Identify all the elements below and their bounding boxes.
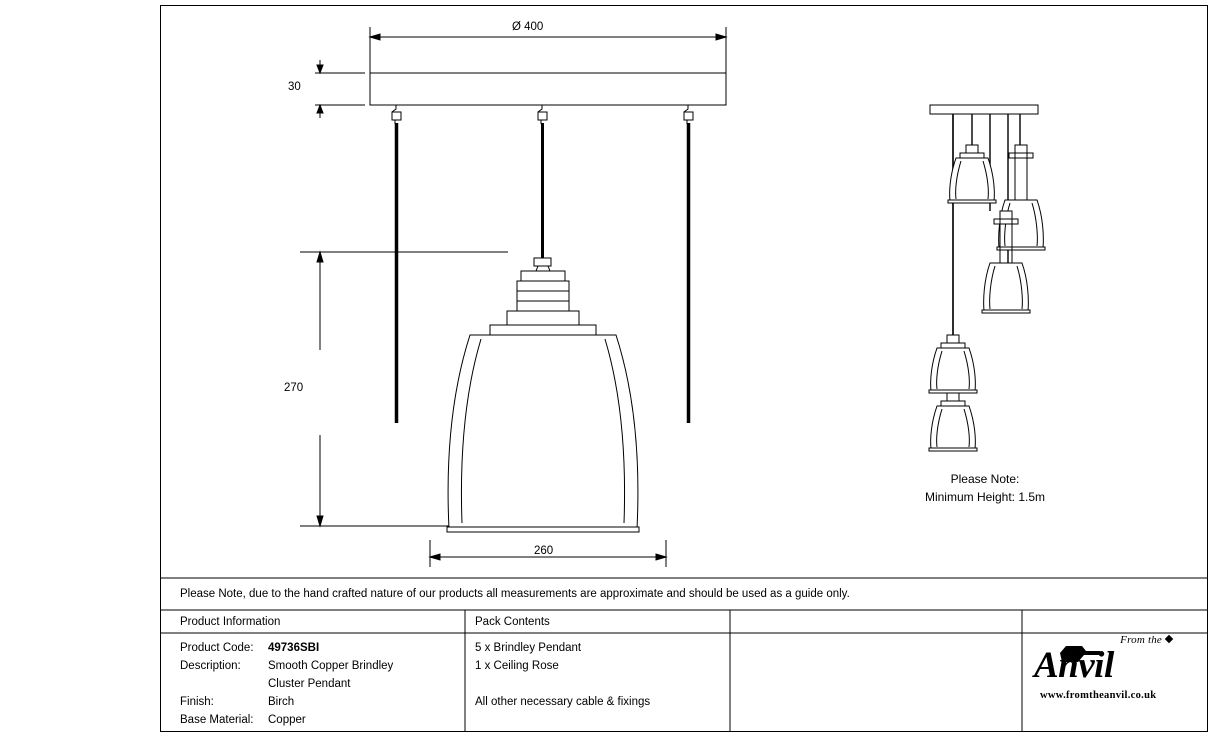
logo-url-text: www.fromtheanvil.co.uk (1040, 690, 1157, 701)
value-product-code: 49736SBI (268, 642, 320, 654)
value-description-line1: Smooth Copper Brindley (268, 660, 394, 672)
logo-anvil-text: Anvil (1034, 645, 1114, 686)
measurement-disclaimer: Please Note, due to the hand crafted nature of our products all measurements are approximate and should be used as a guide only. (180, 588, 850, 600)
header-product-information: Product Information (180, 616, 281, 628)
dim-shade-width-label: 260 (534, 545, 554, 557)
dim-diameter-label: Ø 400 (512, 21, 544, 33)
pack-contents-item-1: 5 x Brindley Pendant (475, 642, 582, 654)
label-description: Description: (180, 660, 241, 672)
pack-contents-item-2: 1 x Ceiling Rose (475, 660, 559, 672)
value-finish: Birch (268, 696, 295, 708)
line-art (160, 5, 1208, 732)
minimum-height-note-line1: Please Note: (950, 472, 1020, 486)
dim-thickness-label: 30 (288, 81, 301, 93)
value-base-material: Copper (268, 714, 306, 726)
label-finish: Finish: (180, 696, 214, 708)
header-pack-contents: Pack Contents (475, 616, 550, 628)
drawing-area (160, 5, 1208, 732)
company-logo (1032, 630, 1192, 718)
minimum-height-note-line2: Minimum Height: 1.5m (924, 490, 1046, 504)
label-product-code: Product Code: (180, 642, 254, 654)
logo-diamond-icon (1165, 635, 1173, 643)
pack-contents-item-3: All other necessary cable & fixings (475, 696, 651, 708)
logo-from-the-text: From the (1120, 634, 1162, 646)
value-description-line2: Cluster Pendant (268, 678, 351, 690)
label-base-material: Base Material: (180, 714, 254, 726)
dim-drop-label: 270 (284, 382, 304, 394)
